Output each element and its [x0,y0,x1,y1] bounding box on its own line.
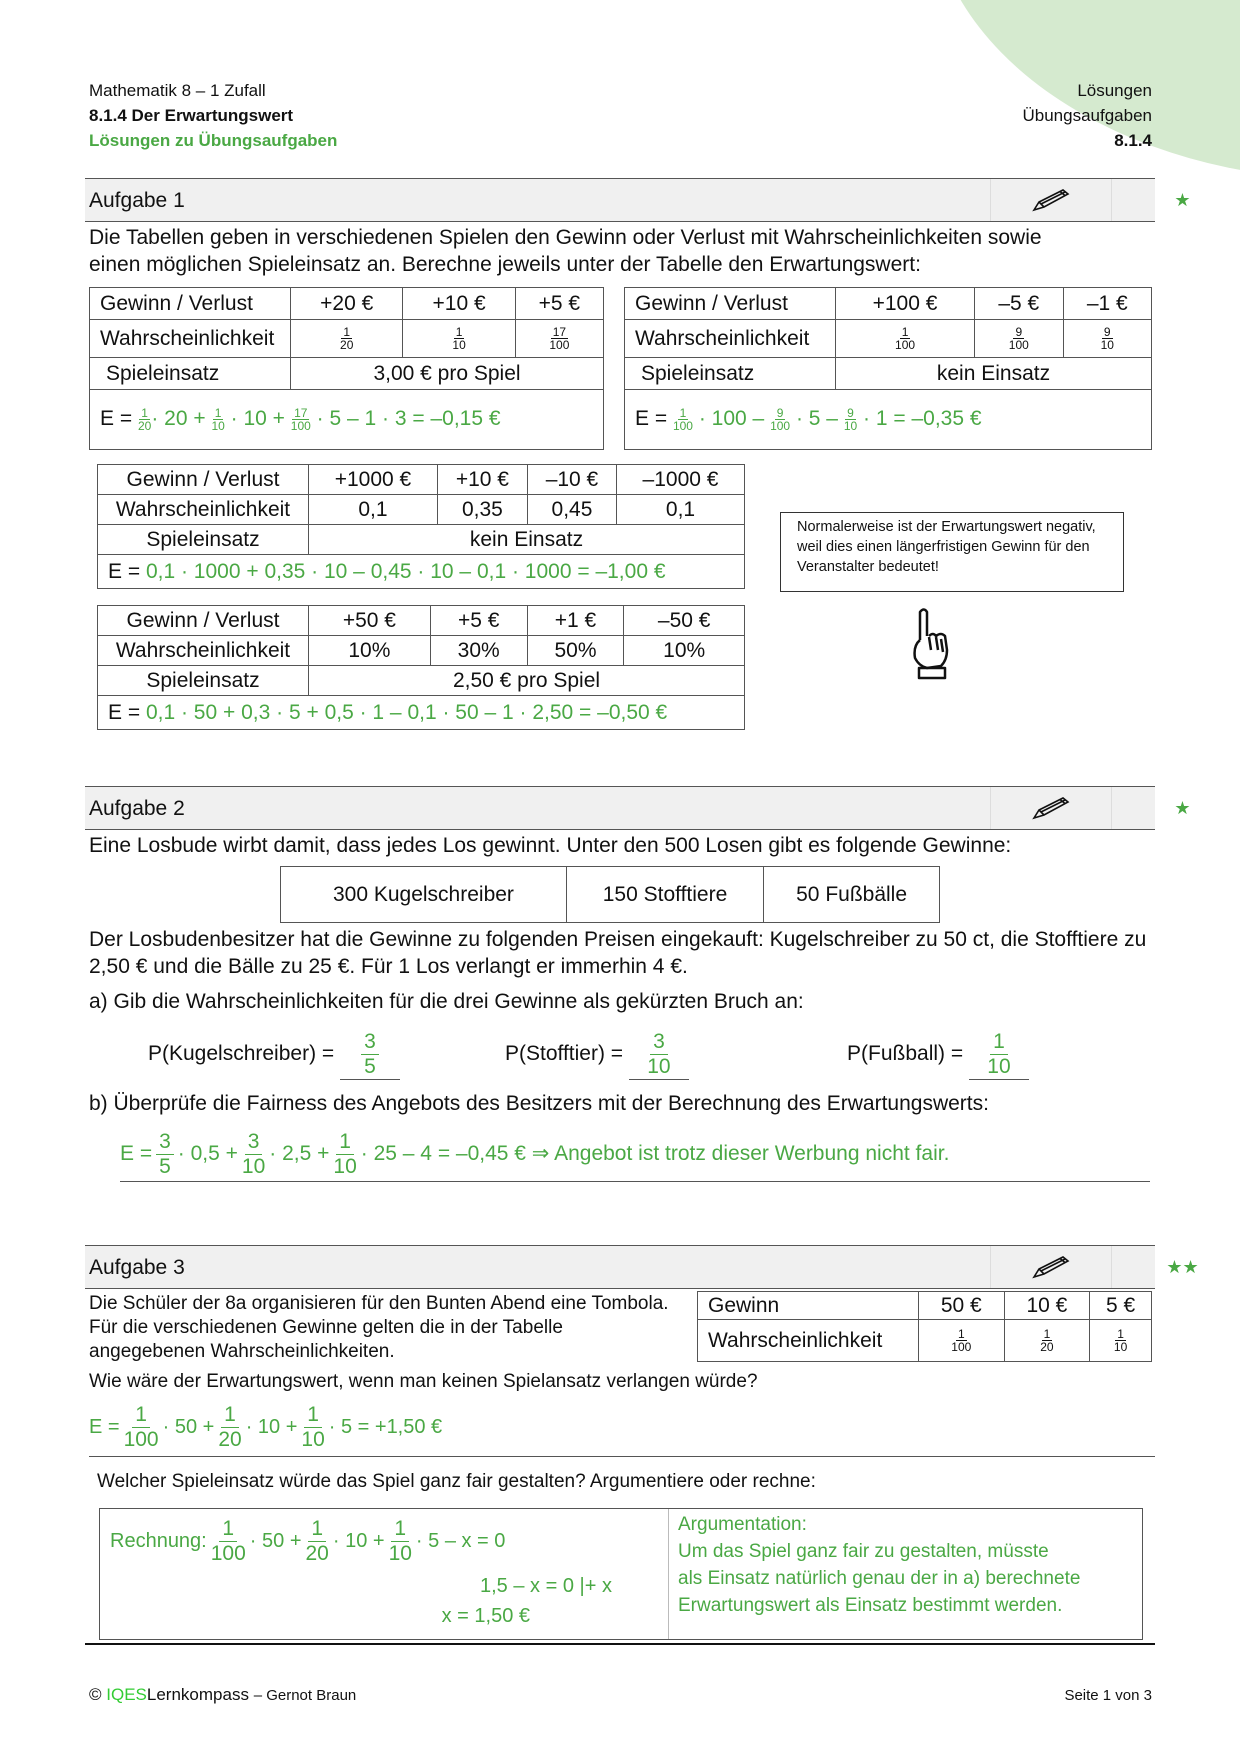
task2-text: Der Losbudenbesitzer hat die Gewinne zu folgenden Preisen eingekauft: Kugelschreiber zu 50 ct, die Stofftiere zu 2,50 € und die Bälle zu 25 €. Für 1 Los verlangt er immerhin 4 €. [89,928,1147,978]
calc-line3: x = 1,50 € [441,1605,530,1627]
gain-cell: +1000 € [309,465,438,495]
gain-cell: +5 € [430,606,527,636]
gain-cell: 50 € [919,1292,1005,1320]
gain-cell: –50 € [624,606,745,636]
prob-cell: $\frac{9}{100}$ [975,320,1063,358]
prob-cell: $\frac{9}{10}$ [1063,320,1151,358]
answer-box-divider [668,1509,669,1639]
prob-cell: 10% [624,636,745,666]
prizes-table [280,866,940,923]
stake-label: Spieleinsatz [90,358,291,390]
gain-cell: +10 € [403,288,515,320]
task2-header [85,786,1191,830]
task3-question2: Welcher Spieleinsatz würde das Spiel ganz fair gestalten? Argumentiere oder rechne: [97,1471,816,1492]
prob-cell: 0,45 [527,495,616,525]
footer-author: – Gernot Braun [253,1687,357,1704]
gain-cell: 10 € [1004,1292,1090,1320]
task1-table-c [97,464,745,589]
task3-title: Aufgabe 3 [89,1256,185,1279]
footer-brand [89,1685,356,1705]
prob-cell: 10% [309,636,431,666]
expected-value-row: E = $\frac{1}{20}$ · 20 + $\frac{1}{10}$ · 10 + $\frac{17}{100}$ · 5 – 1 · 3 = –0,15 € [90,390,604,450]
page-number: Seite 1 von 3 [1064,1687,1152,1704]
gain-cell: –5 € [975,288,1063,320]
task2-part-b: b) Überprüfe die Fairness des Angebots des Besitzers mit der Berechnung des Erwartungswerts: [89,1092,989,1115]
task3-table [697,1291,1152,1362]
argumentation-line: Erwartungswert als Einsatz bestimmt werden. [678,1595,1063,1616]
gain-label: Gewinn / Verlust [625,288,836,320]
gain-cell: +1 € [527,606,624,636]
page-header-left [89,78,337,153]
task1-title: Aufgabe 1 [89,189,185,212]
header-right-line1: Lösungen [1077,81,1152,100]
page-subtitle: Lösungen zu Übungsaufgaben [89,131,338,150]
pencil-icon [990,787,1112,829]
gain-cell: +50 € [309,606,431,636]
gain-label: Gewinn / Verlust [98,465,309,495]
prob-cell: 50% [527,636,624,666]
prob-cell: 0,1 [309,495,438,525]
page-header-right [1022,78,1152,153]
prize-cell: 50 Fußbälle [764,867,940,923]
task1-table-a [89,287,604,450]
task2-intro: Eine Losbude wirbt damit, dass jedes Los gewinnt. Unter den 500 Losen gibt es folgende Gewinne: [89,834,1012,857]
bottom-rule [85,1643,1155,1645]
task2-part-a: a) Gib die Wahrscheinlichkeiten für die drei Gewinne als gekürzten Bruch an: [89,990,804,1013]
header-right-code: 8.1.4 [1114,131,1152,150]
stake-value: kein Einsatz [836,358,1152,390]
prob-cell: $\frac{1}{20}$ [291,320,403,358]
course-title: Mathematik 8 – 1 Zufall [89,81,266,100]
difficulty-stars: ★★ [1166,1256,1199,1277]
task2-title: Aufgabe 2 [89,797,185,820]
prob-cell: 30% [430,636,527,666]
info-note: Normalerweise ist der Erwartungswert negativ, weil dies einen längerfristigen Gewinn für den Veranstalter bedeutet! [780,512,1124,592]
prob-label: Wahrscheinlichkeit [698,1320,919,1362]
calc-line2: 1,5 – x = 0 |+ x [480,1575,612,1597]
task1-table-b [624,287,1152,450]
header-right-line2: Übungsaufgaben [1022,106,1152,125]
prob-label: Wahrscheinlichkeit [625,320,836,358]
prob-answer-plush: P(Stofftier) = $\frac{3}{10}$ [505,1030,689,1080]
gain-label: Gewinn / Verlust [98,606,309,636]
argumentation [678,1511,1080,1619]
answer-box [99,1508,1143,1640]
prob-answer-ball: P(Fußball) = $\frac{1}{10}$ [847,1030,1029,1080]
gain-label: Gewinn / Verlust [90,288,291,320]
argumentation-line: als Einsatz natürlich genau der in a) berechnete [678,1568,1081,1589]
gain-label: Gewinn [698,1292,919,1320]
task3-intro: Die Schüler der 8a organisieren für den Bunten Abend eine Tombola. Für die verschiedenen Gewinne gelten die in der Tabelle angegebenen Wahrscheinlichkeiten. [89,1293,669,1362]
stake-value: 2,50 € pro Spiel [309,666,745,696]
brand-lernkompass: Lernkompass [146,1685,249,1704]
pointing-hand-icon [905,606,955,686]
prob-cell: 0,1 [617,495,745,525]
gain-cell: 5 € [1090,1292,1152,1320]
prob-cell: $\frac{1}{20}$ [1004,1320,1090,1362]
task3-expected-value: E = $\frac{1}{100}$ · 50 + $\frac{1}{20}$ · 10 + $\frac{1}{10}$ · 5 = +1,50 € [89,1403,1155,1457]
prize-cell: 150 Stofftiere [566,867,763,923]
task1-table-d [97,605,745,730]
stake-label: Spieleinsatz [98,525,309,555]
prob-cell: $\frac{17}{100}$ [515,320,603,358]
prob-cell: $\frac{1}{10}$ [1090,1320,1152,1362]
expected-value-row: E = 0,1 · 1000 + 0,35 · 10 – 0,45 · 10 – 0,1 · 1000 = –1,00 € [98,555,745,589]
gain-cell: +20 € [291,288,403,320]
task3-question1: Wie wäre der Erwartungswert, wenn man keinen Spielansatz verlangen würde? [89,1371,758,1392]
gain-cell: –10 € [527,465,616,495]
copyright-icon: © [89,1685,102,1704]
prob-cell: 0,35 [437,495,527,525]
gain-cell: +100 € [836,288,975,320]
argumentation-line: Um das Spiel ganz fair zu gestalten, müsste [678,1541,1049,1562]
gain-cell: –1 € [1063,288,1151,320]
prob-cell: $\frac{1}{100}$ [836,320,975,358]
prize-cell: 300 Kugelschreiber [281,867,567,923]
calc-line1: Rechnung: $\frac{1}{100}$ · 50 + $\frac{1}{20}$ · 10 + $\frac{1}{10}$ · 5 – x = 0 [110,1517,506,1565]
prob-label: Wahrscheinlichkeit [98,636,309,666]
stake-value: kein Einsatz [309,525,745,555]
prob-label: Wahrscheinlichkeit [98,495,309,525]
expected-value-row: E = 0,1 · 50 + 0,3 · 5 + 0,5 · 1 – 0,1 · 50 – 1 · 2,50 = –0,50 € [98,696,745,730]
gain-cell: +10 € [437,465,527,495]
difficulty-stars: ★ [1174,189,1191,210]
brand-iqes: IQES [106,1685,147,1704]
expected-value-row: E = $\frac{1}{100}$ · 100 – $\frac{9}{100}$ · 5 – $\frac{9}{10}$ · 1 = –0,35 € [625,390,1152,450]
pencil-icon [990,179,1112,221]
chapter-title: 8.1.4 Der Erwartungswert [89,106,294,125]
argumentation-title: Argumentation: [678,1514,807,1535]
task2-expected-value: E = $\frac{3}{5}$ · 0,5 + $\frac{3}{10}$ · 2,5 + $\frac{1}{10}$ · 25 – 4 = –0,45 € ⇒ Angebot ist trotz dieser Werbung nicht fair. [120,1130,1150,1182]
prob-label: Wahrscheinlichkeit [90,320,291,358]
stake-label: Spieleinsatz [98,666,309,696]
stake-value: 3,00 € pro Spiel [291,358,604,390]
prob-cell: $\frac{1}{100}$ [919,1320,1005,1362]
task3-header [85,1245,1199,1289]
prob-answer-pen: P(Kugelschreiber) = $\frac{3}{5}$ [148,1030,400,1080]
difficulty-stars: ★ [1174,797,1191,818]
prob-cell: $\frac{1}{10}$ [403,320,515,358]
pencil-icon [990,1246,1112,1288]
task1-intro: Die Tabellen geben in verschiedenen Spielen den Gewinn oder Verlust mit Wahrscheinlichkeiten sowie einen möglichen Spieleinsatz an. Berechne jeweils unter der Tabelle den Erwartungswert: [89,226,1042,276]
gain-cell: +5 € [515,288,603,320]
gain-cell: –1000 € [617,465,745,495]
stake-label: Spieleinsatz [625,358,836,390]
task1-header [85,178,1191,222]
